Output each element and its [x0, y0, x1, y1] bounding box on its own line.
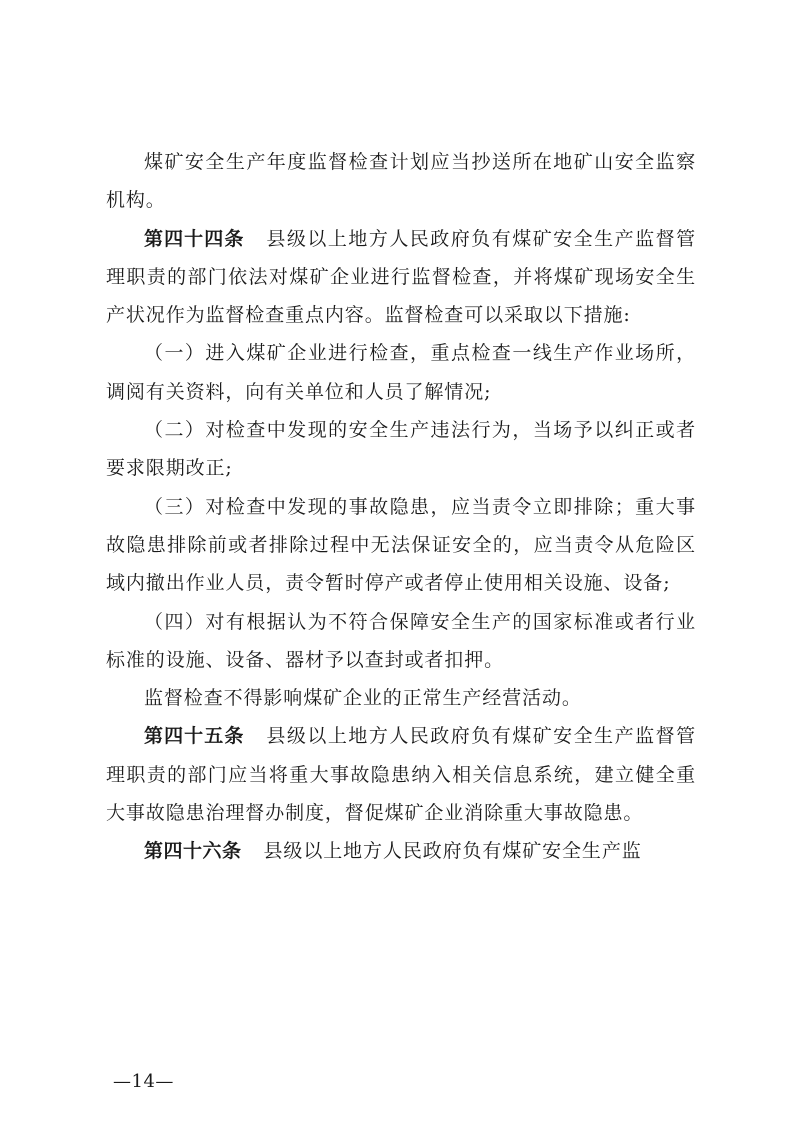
paragraph-measure-3: [106, 488, 696, 603]
document-body: [106, 143, 696, 871]
paragraph-text: （二）对检查中发现的安全生产违法行为，当场予以纠正或者要求限期改正;: [106, 419, 696, 480]
page-number: —14—: [113, 1071, 174, 1092]
paragraph-text: 县级以上地方人民政府负有煤矿安全生产监督管理职责的部门依法对煤矿企业进行监督检查，并将煤矿现场安全生产状况作为监督检查重点内容。监督检查可以采取以下措施:: [106, 227, 696, 327]
paragraph-text: 监督检查不得影响煤矿企业的正常生产经营活动。: [144, 687, 582, 710]
article-heading: 第四十四条: [144, 227, 245, 250]
paragraph-text: （四）对有根据认为不符合保障安全生产的国家标准或者行业标准的设施、设备、器材予以查封或者扣押。: [106, 610, 696, 671]
paragraph-measure-4: [106, 603, 696, 680]
article-heading: 第四十五条: [144, 725, 245, 748]
paragraph-text: 煤矿安全生产年度监督检查计划应当抄送所在地矿山安全监察机构。: [106, 151, 696, 212]
paragraph-no-interference: [106, 679, 696, 717]
paragraph-text: （三）对检查中发现的事故隐患，应当责令立即排除；重大事故隐患排除前或者排除过程中无法保证安全的，应当责令从危险区域内撤出作业人员，责令暂时停产或者停止使用相关设施、设备;: [106, 495, 696, 595]
paragraph-text: 县级以上地方人民政府负有煤矿安全生产监督管理职责的部门应当将重大事故隐患纳入相关信息系统，建立健全重大事故隐患治理督办制度，督促煤矿企业消除重大事故隐患。: [106, 725, 696, 825]
paragraph-plan-copy: [106, 143, 696, 220]
paragraph-text: （一）进入煤矿企业进行检查，重点检查一线生产作业场所，调阅有关资料，向有关单位和人员了解情况;: [106, 342, 696, 403]
paragraph-measure-1: [106, 334, 696, 411]
paragraph-text: 县级以上地方人民政府负有煤矿安全生产监: [263, 840, 642, 863]
paragraph-article-45: [106, 717, 696, 832]
paragraph-article-46: [106, 832, 696, 870]
paragraph-article-44: [106, 220, 696, 335]
article-heading: 第四十六条: [144, 840, 242, 863]
paragraph-measure-2: [106, 411, 696, 488]
